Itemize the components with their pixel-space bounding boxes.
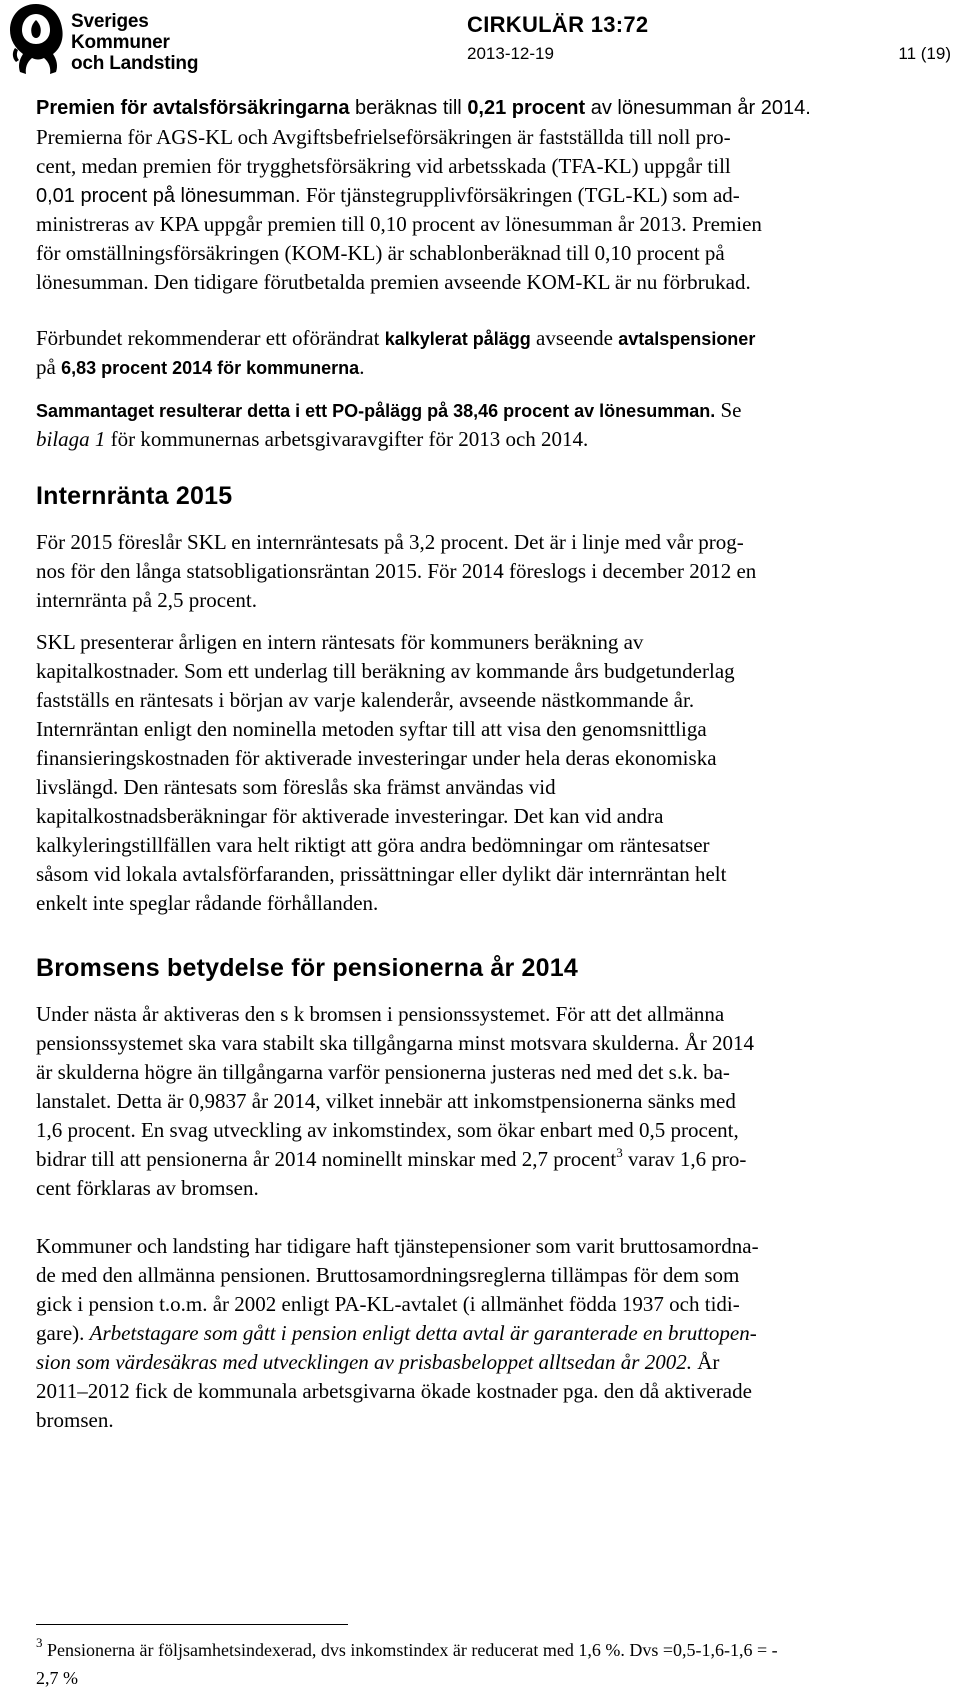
text-line: Under nästa år aktiveras den s k bromsen i pensionssystemet. För att det allmänna [36,1002,725,1026]
text-span: bidrar till att pensionerna år 2014 nominellt minskar med 2,7 procent [36,1147,617,1171]
circular-date: 2013-12-19 [467,44,554,63]
bold-text: 0,21 procent [467,97,586,119]
text-line [36,326,755,351]
logo-wordmark [71,11,198,74]
bold-text: 6,83 procent 2014 för kommunerna [61,358,360,378]
text-line [36,427,588,451]
text-line [36,1350,719,1374]
text-line [36,1147,746,1171]
text-line: gick i pension t.o.m. år 2002 enligt PA-KL-avtalet (i allmänhet födda 1937 och tidi- [36,1292,740,1316]
text-line [36,398,741,423]
text-line: nos för den långa statsobligationsräntan 2015. För 2014 föreslogs i december 2012 en [36,559,757,583]
text-line: 2011–2012 fick de kommunala arbetsgivarna ökade kostnader pga. den då aktiverade [36,1379,752,1403]
bold-text: Sammantaget resulterar detta i ett PO-pålägg på 38,46 procent av lönesumman. [36,401,716,421]
text-line [36,1321,757,1345]
text-line: kapitalkostnader. Som ett underlag till beräkning av kommande års budgetunderlag [36,659,735,683]
text-line: Kommuner och landsting har tidigare haft tjänstepensioner som varit bruttosamordna- [36,1234,759,1258]
bold-text: avtalspensioner [618,329,756,349]
page-number: 11 (19) [898,44,951,63]
text-line: För 2015 föreslår SKL en internräntesats på 3,2 procent. Det är i linje med vår prog- [36,530,744,554]
bold-text: kalkylerat pålägg [384,329,531,349]
text-line: såsom vid lokala avtalsförfaranden, prissättningar eller dylikt där internräntan helt [36,862,727,886]
heading-bromsen: Bromsens betydelse för pensionerna år 2014 [36,954,578,982]
text-span: För tjänstegrupplivförsäkringen (TGL-KL) som ad- [300,183,740,207]
text-span: År [691,1350,720,1374]
text-line: för omställningsförsäkringen (KOM-KL) är schablonberäknad till 0,10 procent på [36,241,725,265]
text-line: lönesumman. Den tidigare förutbetalda premien avseende KOM-KL är nu förbrukad. [36,270,751,294]
footnote-line: 2,7 % [36,1668,78,1688]
text-span: Se [715,398,742,422]
text-line: Internräntan enligt den nominella metoden syftar till att visa den genomsnittliga [36,717,707,741]
text-line: finansieringskostnaden för aktiverade investeringar under hela deras ekonomiska [36,746,717,770]
text-span: Förbundet rekommenderar ett oförändrat [36,326,385,350]
text-span: varav 1,6 pro- [622,1147,747,1171]
footnote-reference: 3 [616,1145,623,1160]
text-span: av lönesumman år 2014. [585,97,811,119]
footnote-divider [36,1624,348,1625]
text-line: SKL presenterar årligen en intern räntesats för kommuners beräkning av [36,630,644,654]
italic-text: Arbetstagare som gått i pension enligt detta avtal är garanterade en bruttopen- [89,1321,757,1345]
text-line: lanstalet. Detta är 0,9837 år 2014, vilket innebär att inkomstpensionerna sänks med [36,1089,736,1113]
text-span: 0,01 procent på lönesumman. [36,185,301,207]
italic-text: sion som värdesäkras med utvecklingen av prisbasbeloppet alltsedan år 2002. [36,1350,692,1374]
text-span: . [359,355,365,379]
text-line: de med den allmänna pensionen. Bruttosamordningsreglerna tillämpas för dem som [36,1263,740,1287]
footnote-number: 3 [36,1635,43,1650]
skl-emblem-icon [6,2,66,76]
text-line [36,355,364,380]
text-line: pensionssystemet ska vara stabilt ska tillgångarna minst motsvara skulderna. År 2014 [36,1031,754,1055]
text-line: bromsen. [36,1408,114,1432]
text-line: cent förklaras av bromsen. [36,1176,259,1200]
text-line: 1,6 procent. En svag utveckling av inkomstindex, som ökar enbart med 0,5 procent, [36,1118,739,1142]
text-line: kapitalkostnadsberäkningar för aktiverade investeringar. Det kan vid andra [36,804,664,828]
heading-internranta: Internränta 2015 [36,482,233,510]
text-span: beräknas till [349,97,468,119]
skl-logo [6,2,199,78]
text-line: kalkyleringstillfällen vara helt riktigt att göra andra bedömningar om räntesatser [36,833,710,857]
logo-line-3: och Landsting [71,53,199,74]
text-line: enkelt inte speglar rådande förhållanden. [36,891,379,915]
circular-number: CIRKULÄR 13:72 [467,12,649,37]
text-span: avseende [530,326,619,350]
text-line: cent, medan premien för trygghetsförsäkring vid arbetsskada (TFA-KL) uppgår till [36,154,731,178]
footnote-line [36,1635,778,1662]
text-span: gare). [36,1321,90,1345]
text-line: är skulderna högre än tillgångarna varför pensionerna justeras ned med det s.k. ba- [36,1060,730,1084]
text-span: Pensionerna är följsamhetsindexerad, dvs inkomstindex är reducerat med 1,6 %. Dvs =0,5-1,6-1,6 = - [42,1640,778,1660]
text-line: livslängd. Den räntesats som föreslås ska främst användas vid [36,775,556,799]
text-span: för kommunernas arbetsgivaravgifter för 2013 och 2014. [105,427,589,451]
logo-line-2: Kommuner [71,32,170,53]
text-line: Premierna för AGS-KL och Avgiftsbefrielseförsäkringen är fastställda till noll pro- [36,125,731,149]
logo-line-1: Sveriges [71,11,149,32]
italic-text: bilaga 1 [36,427,106,451]
text-line [36,183,740,208]
text-span: på [36,355,62,379]
bold-text: Premien för avtalsförsäkringarna [36,97,350,119]
text-line: ministreras av KPA uppgår premien till 0,10 procent av lönesumman år 2013. Premien [36,212,762,236]
text-line: fastställs en räntesats i början av varje kalenderår, avseende nästkommande år. [36,688,695,712]
text-line [36,96,811,120]
text-line: internränta på 2,5 procent. [36,588,257,612]
